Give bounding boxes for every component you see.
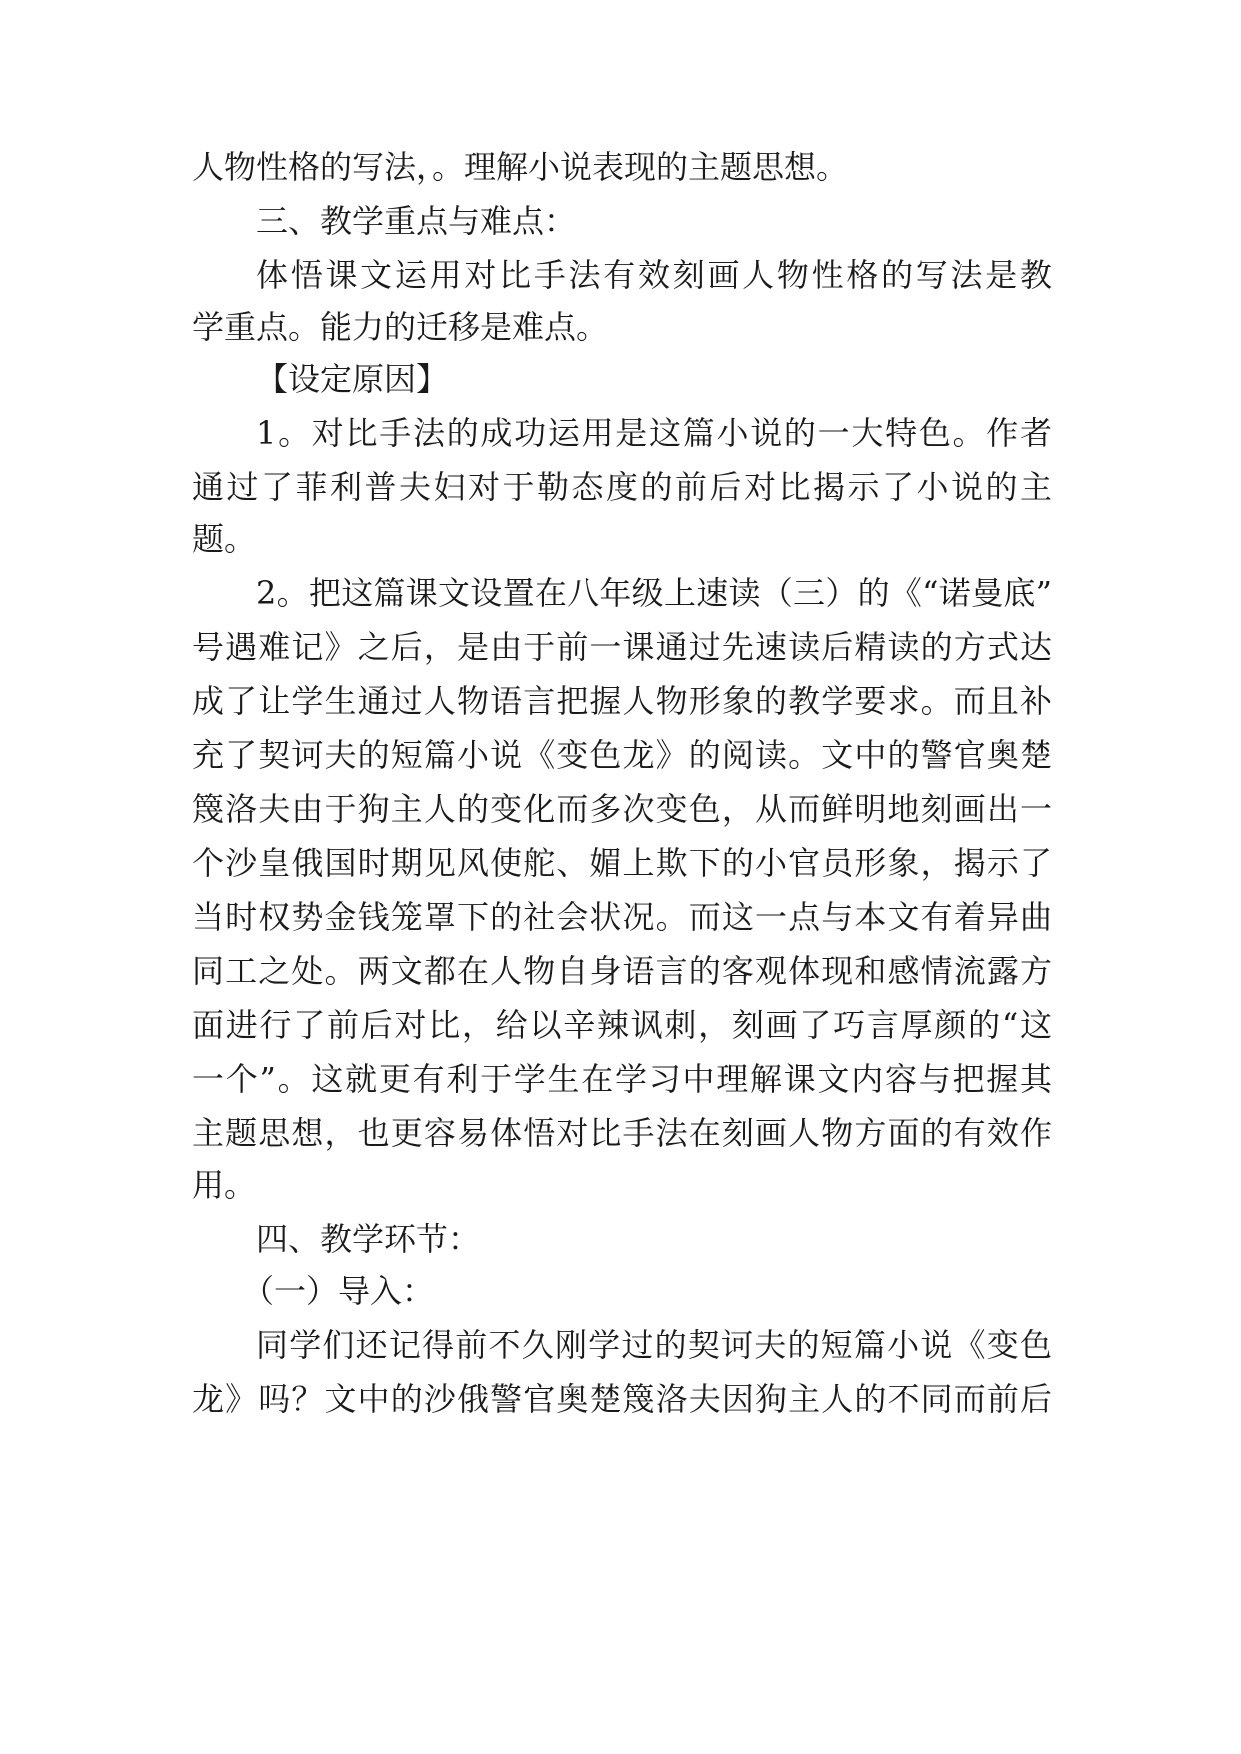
text-line-20: 用。 (192, 1166, 257, 1204)
text-line-15: 当时权势金钱笼罩下的社会状况。而这一点与本文有着异曲 (192, 898, 1052, 936)
text-line-11: 成了让学生通过人物语言把握人物形象的教学要求。而且补 (192, 682, 1052, 720)
text-line-14: 个沙皇俄国时期见风使舵、媚上欺下的小官员形象，揭示了 (192, 844, 1052, 882)
text-line-19: 主题思想，也更容易体悟对比手法在刻画人物方面的有效作 (192, 1114, 1052, 1152)
text-line-13: 篾洛夫由于狗主人的变化而多次变色，从而鲜明地刻画出一 (192, 790, 1052, 828)
text-line-3: 体悟课文运用对比手法有效刻画人物性格的写法是教 (256, 256, 1052, 294)
text-line-16: 同工之处。两文都在人物自身语言的客观体现和感情流露方 (192, 952, 1052, 990)
subheading-intro: （一）导入： (242, 1272, 435, 1310)
text-line-17: 面进行了前后对比，给以辛辣讽刺，刻画了巧言厚颜的“这 (192, 1006, 1052, 1044)
subheading-reason: 【设定原因】 (256, 360, 449, 398)
section-heading-4: 四、教学环节： (256, 1220, 481, 1258)
text-line-1: 人物性格的写法，。理解小说表现的主题思想。 (192, 148, 849, 186)
text-line-10: 号遇难记》之后，是由于前一课通过先速读后精读的方式达 (192, 628, 1052, 666)
section-heading-3: 三、教学重点与难点： (256, 202, 577, 240)
text-line-6: 1。对比手法的成功运用是这篇小说的一大特色。作者 (256, 414, 1052, 452)
text-line-8: 题。 (192, 520, 257, 558)
text-line-23: 同学们还记得前不久刚学过的契诃夫的短篇小说《变色 (256, 1326, 1052, 1364)
text-line-24: 龙》吗？文中的沙俄警官奥楚篾洛夫因狗主人的不同而前后 (192, 1380, 1052, 1418)
text-line-4: 学重点。能力的迁移是难点。 (192, 308, 609, 346)
text-line-7: 通过了菲利普夫妇对于勒态度的前后对比揭示了小说的主 (192, 468, 1052, 506)
text-line-12: 充了契诃夫的短篇小说《变色龙》的阅读。文中的警官奥楚 (192, 736, 1052, 774)
text-line-18: 一个”。这就更有利于学生在学习中理解课文内容与把握其 (192, 1060, 1052, 1098)
text-line-9: 2。把这篇课文设置在八年级上速读（三）的《“诺曼底” (256, 574, 1052, 612)
